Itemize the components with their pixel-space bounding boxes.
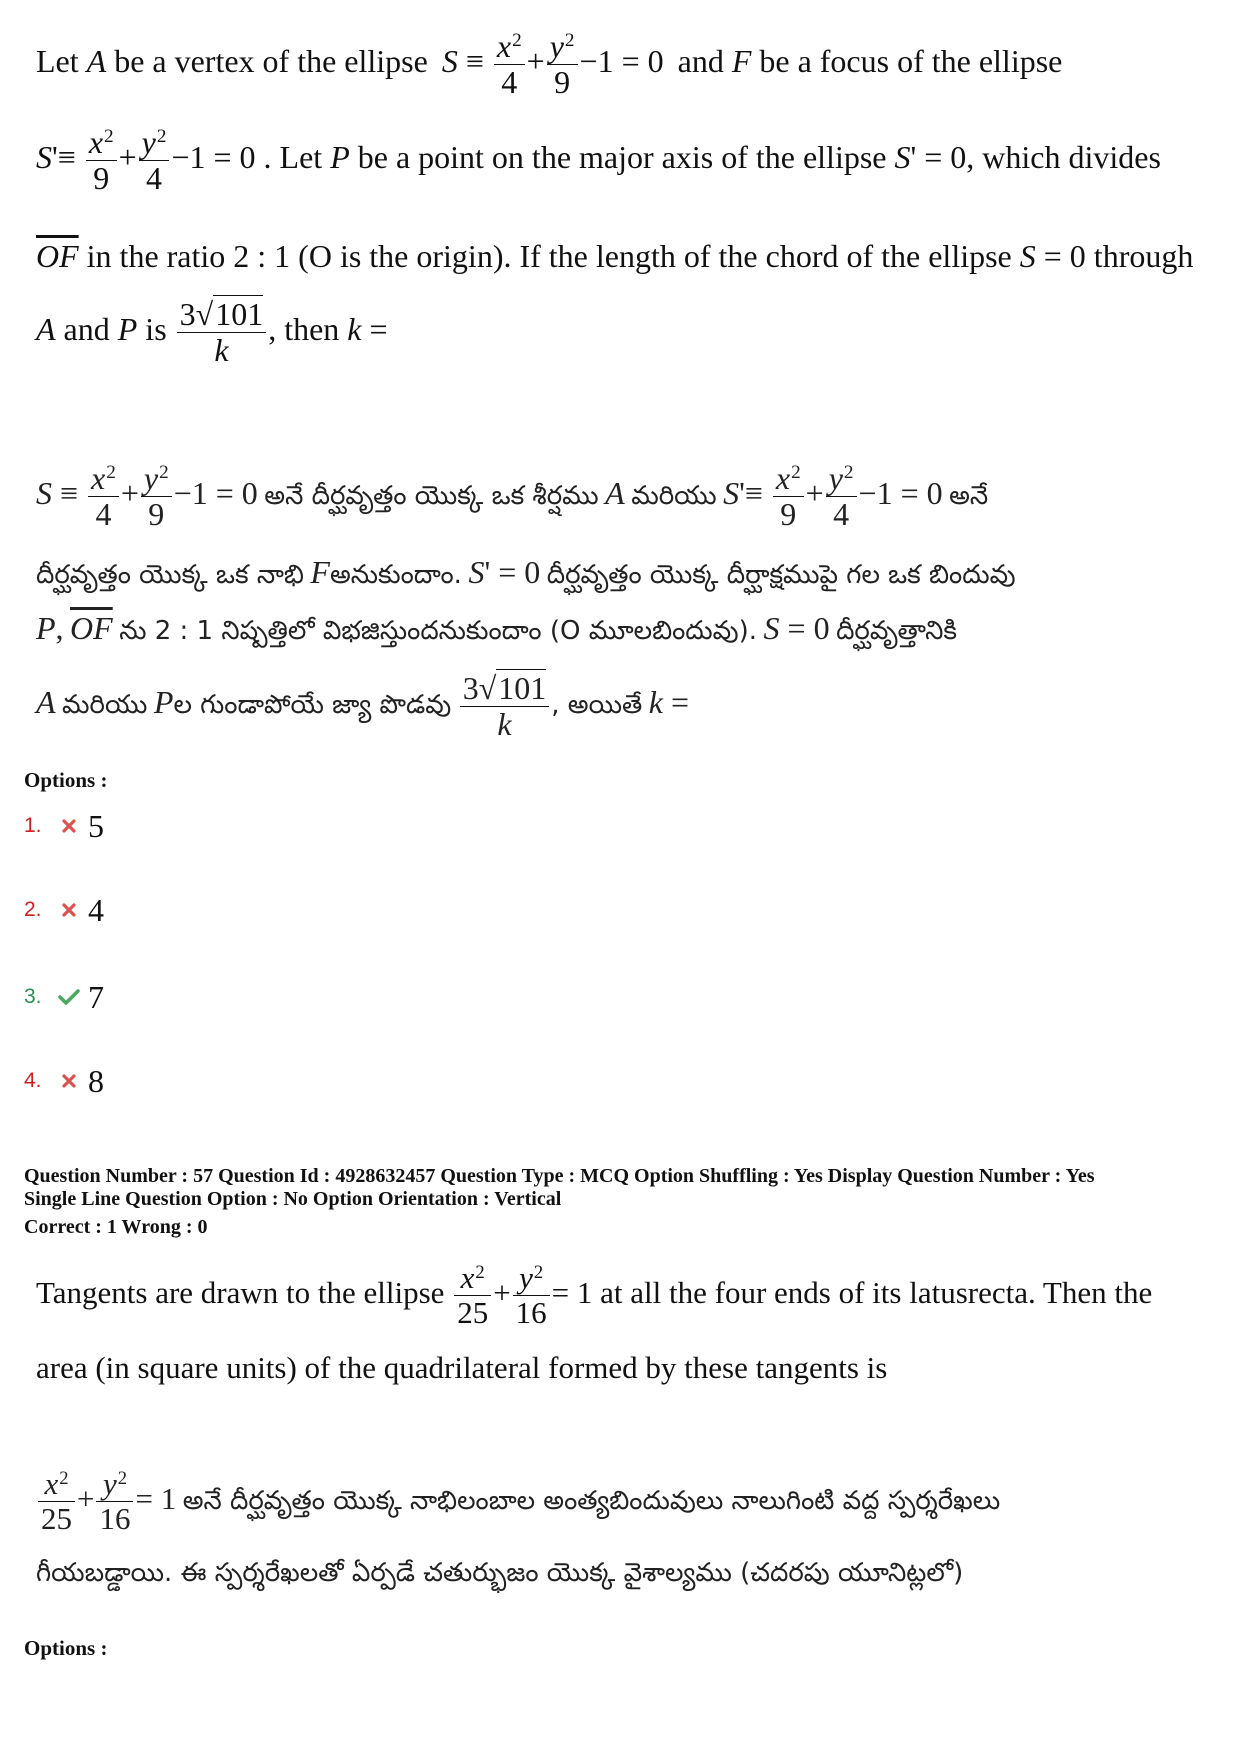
q57-options-label: Options :: [24, 1636, 108, 1660]
q56-te-line-1: S ≡ $\frac{x^2}{4}$ + $\frac{y^2}{9}$ −1 = 0 అనే దీర్ఘవృత్తం యొక్క ఒక శీర్షము A మరియు S'≡ $\frac{x^2}{9}$ + $\frac{y^2}{4}$ −1 = 0 అనే: [36, 460, 989, 532]
q57-meta-line-1: Question Number : 57 Question Id : 4928632457 Question Type : MCQ Option Shuffling : Yes Display Question Number : Yes: [24, 1165, 1095, 1187]
q57-en-line-2: area (in square units) of the quadrilateral formed by these tangents is: [36, 1350, 888, 1385]
q57-te-line-2: గీయబడ్డాయి. ఈ స్పర్శరేఖలతో ఏర్పడే చతుర్భుజం యొక్క వైశాల్యము (చదరపు యూనిట్లలో): [36, 1558, 964, 1588]
option-number: 3.: [24, 985, 42, 1008]
option-3[interactable]: [24, 977, 104, 1017]
option-4[interactable]: [24, 1061, 104, 1101]
q56-en-line-3: $\overline{OF}$ in the ratio 2 : 1 (O is the origin). If the length of the chord of the ellipse S = 0 through: [36, 238, 1194, 274]
option-1[interactable]: [24, 806, 104, 846]
option-2[interactable]: [24, 890, 104, 930]
q56-en-line-1: Let A be a vertex of the ellipse S ≡ $\frac{x^2}{4}$ + $\frac{y^2}{9}$ −1 = 0 and F be a focus of the ellipse: [36, 28, 1063, 100]
option-value: 8: [88, 1062, 104, 1099]
q57-marks: Correct : 1 Wrong : 0: [24, 1216, 208, 1238]
q57-meta: [24, 1165, 1094, 1239]
ellipse-equation: $\frac{x^2}{25}$: [454, 1262, 491, 1330]
q56-te-line-2: దీర్ఘవృత్తం యొక్క ఒక నాభి Fఅనుకుందాం. S' = 0 దీర్ఘవృత్తం యొక్క దీర్ఘాక్షముపై గల ఒక బిందువు: [36, 554, 1016, 590]
option-value: 4: [88, 891, 104, 928]
ellipse-S-equation: S ≡ $\frac{x^2}{4}$ + $\frac{y^2}{9}$ −1 = 0: [441, 28, 672, 100]
wrong-cross-icon: [54, 818, 84, 834]
option-number: 4.: [24, 1069, 42, 1092]
q56-te-line-3: P, $\overline{OF}$ ను 2 : 1 నిష్పత్తిలో విభజిస్తుందనుకుందాం (O మూలబిందువు). S = 0 దీర్ఘవృత్తానికి: [36, 610, 957, 646]
option-value: 5: [88, 807, 104, 844]
q57-te-line-1: $\frac{x^2}{25}$ + $\frac{y^2}{16}$ = 1 అనే దీర్ఘవృత్తం యొక్క నాభిలంబాల అంత్యబిందువులు నాలుగింటి వద్ద స్పర్శరేఖలు: [36, 1468, 1000, 1536]
ellipse-S-prime-equation: S'≡ $\frac{x^2}{9}$ + $\frac{y^2}{4}$ −1 = 0: [36, 124, 264, 196]
option-number: 2.: [24, 898, 42, 921]
correct-check-icon: [54, 988, 84, 1006]
wrong-cross-icon: [54, 1073, 84, 1089]
option-number: 1.: [24, 814, 42, 837]
option-value: 7: [88, 978, 104, 1015]
wrong-cross-icon: [54, 902, 84, 918]
q57-en-line-1: Tangents are drawn to the ellipse $\frac{x^2}{25}$ + $\frac{y^2}{16}$ = 1 at all the four ends of its latusrecta. Then the: [36, 1260, 1153, 1330]
q56-en-line-4: A and P is $\frac{3√101}{k}$ , then k =: [36, 296, 388, 368]
q56-en-line-2: S'≡ $\frac{x^2}{9}$ + $\frac{y^2}{4}$ −1 = 0 . Let P be a point on the major axis of the ellipse S' = 0, which divides: [36, 124, 1161, 196]
q56-te-line-4: A మరియు Pల గుండాపోయే జ్యా పొడవు $\frac{3√101}{k}$ , అయితే k =: [36, 670, 690, 742]
chord-length-fraction: $\frac{3√101}{k}$: [177, 298, 267, 368]
q57-meta-line-2: Single Line Question Option : No Option Orientation : Vertical: [24, 1188, 562, 1210]
q56-options-label: Options :: [24, 768, 108, 792]
